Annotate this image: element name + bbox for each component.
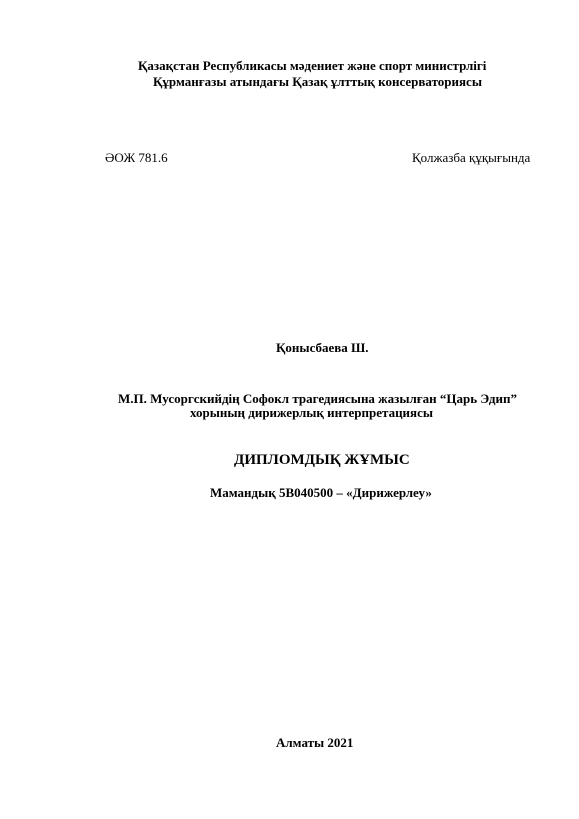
ministry-name: Қазақстан Республикасы мәдениет және спорт министрлігі xyxy=(138,58,487,73)
udc-code: ӘОЖ 781.6 xyxy=(105,150,168,165)
thesis-title-line-2: хорының дирижерлық интерпретациясы xyxy=(190,405,434,420)
work-type-heading: ДИПЛОМДЫҚ ЖҰМЫС xyxy=(234,452,410,468)
place-and-year: Алматы 2021 xyxy=(276,735,354,750)
manuscript-rights-note: Қолжазба құқығында xyxy=(412,150,531,165)
author-name: Қонысбаева Ш. xyxy=(276,340,369,355)
specialty-line: Мамандық 5В040500 – «Дирижерлеу» xyxy=(210,485,432,500)
conservatory-name: Құрманғазы атындағы Қазақ ұлттық консерваториясы xyxy=(153,74,482,89)
thesis-title-line-1: М.П. Мусоргскийдің Софокл трагедиясына жазылған “Царь Эдип” xyxy=(118,391,517,406)
